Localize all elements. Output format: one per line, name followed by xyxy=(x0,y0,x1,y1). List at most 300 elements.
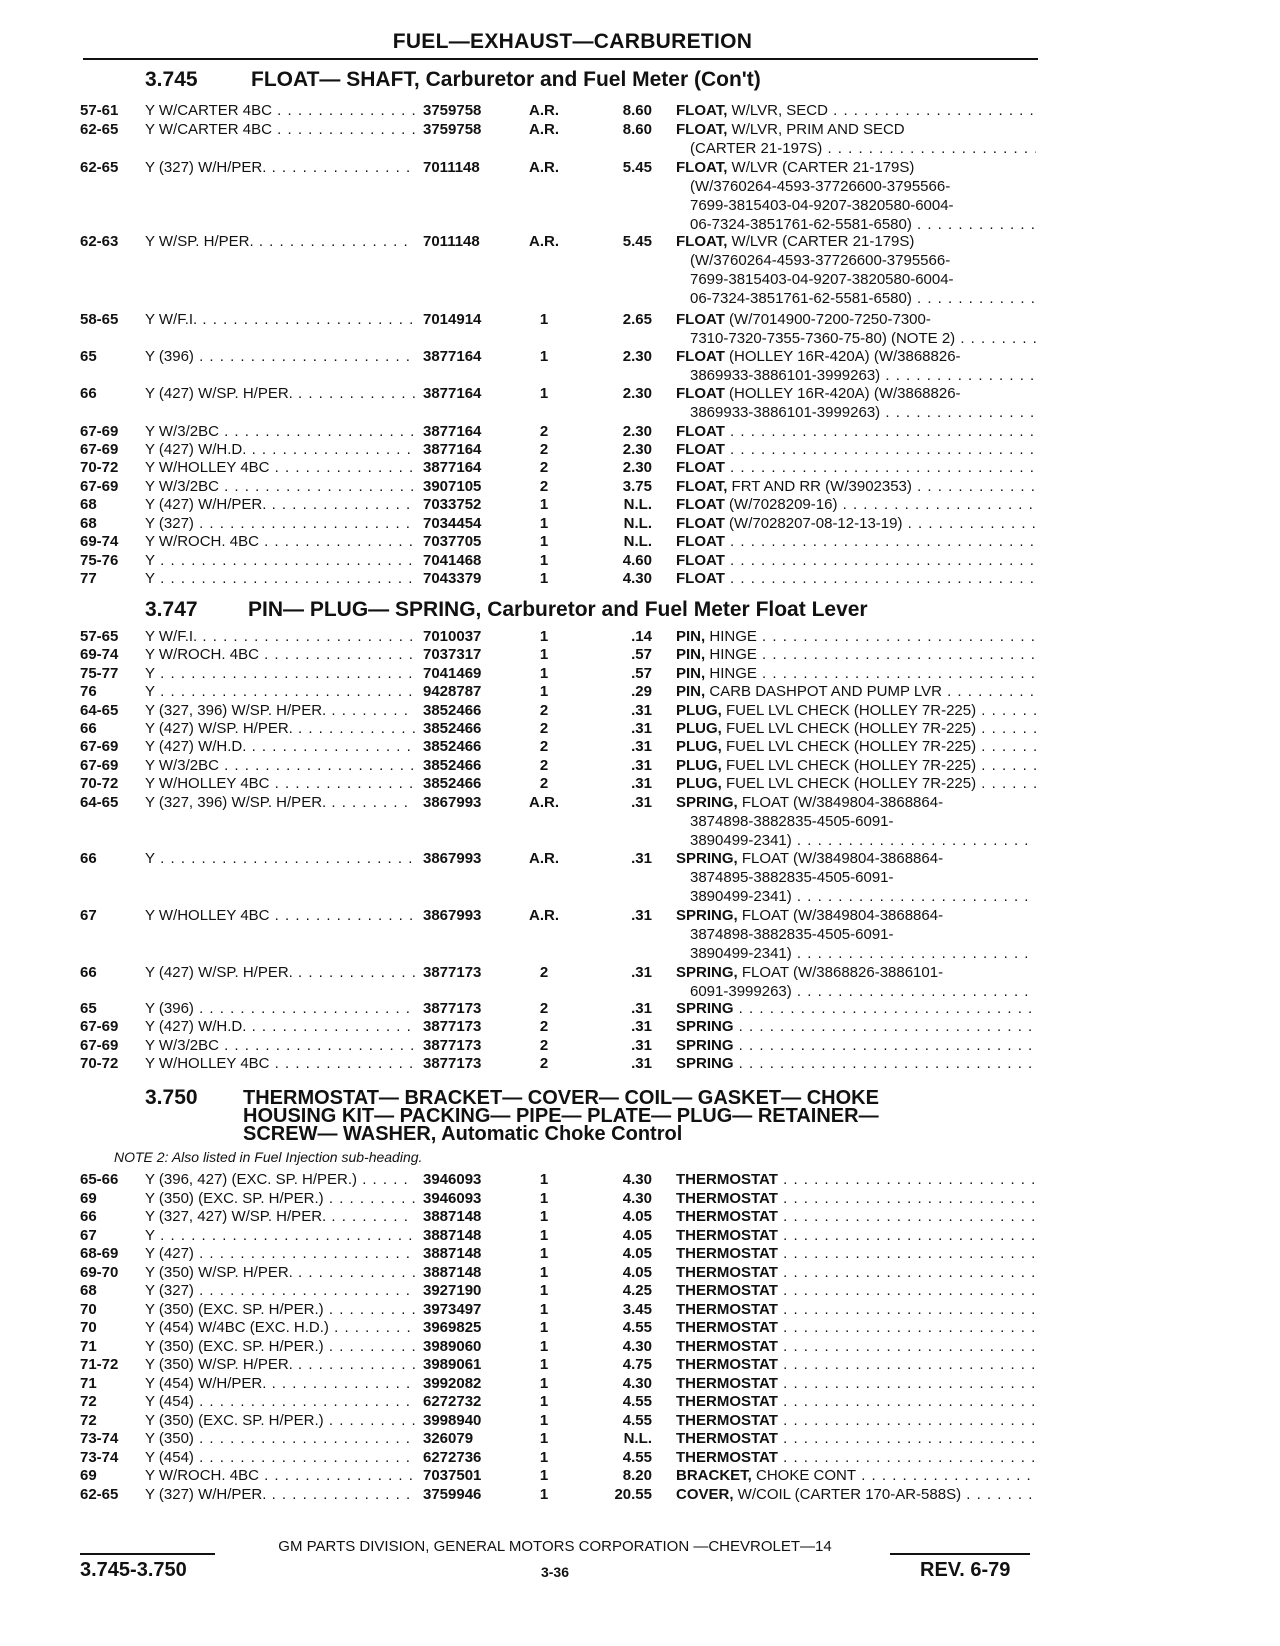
price: 4.30 xyxy=(622,570,652,587)
application: Y (350) (EXC. SP. H/PER.) . . . xyxy=(145,1300,415,1319)
part-number: 3989061 xyxy=(423,1356,482,1373)
part-number: 3852466 xyxy=(423,775,482,792)
application: Y W/HOLLEY 4BC . . . xyxy=(145,1054,415,1073)
quantity: 2 xyxy=(539,702,549,719)
model-years: 68-69 xyxy=(80,1245,119,1262)
model-years: 67 xyxy=(80,907,97,924)
quantity: 2 xyxy=(539,1055,549,1072)
description-line xyxy=(676,495,1036,514)
part-name: PLUG, xyxy=(676,757,722,774)
model-years: 69-74 xyxy=(80,646,119,663)
application: Y (327) W/H/PER. . . . xyxy=(145,1485,415,1504)
part-detail: (W/3760264-4593-37726600-3795566- xyxy=(690,252,951,269)
note-text: NOTE 2: Also listed in Fuel Injection sub-heading. xyxy=(114,1149,423,1165)
part-name: FLOAT xyxy=(676,385,725,402)
application: Y W/ROCH. 4BC . . . xyxy=(145,1466,415,1485)
price: .31 xyxy=(631,1055,652,1072)
part-number: 3759758 xyxy=(423,121,482,138)
part-number: 3759758 xyxy=(423,102,482,119)
model-years: 70-72 xyxy=(80,459,119,476)
part-detail: 3874898-3882835-4505-6091- xyxy=(690,926,894,943)
part-name: THERMOSTAT xyxy=(676,1190,778,1207)
model-years: 66 xyxy=(80,720,97,737)
model-years: 65 xyxy=(80,348,97,365)
part-number: 3887148 xyxy=(423,1208,482,1225)
quantity: 1 xyxy=(539,385,549,402)
model-years: 71-72 xyxy=(80,1356,119,1373)
part-name: PLUG, xyxy=(676,702,722,719)
model-years: 57-61 xyxy=(80,102,119,119)
application: Y W/3/2BC . . . xyxy=(145,422,415,441)
description-line xyxy=(690,925,1036,944)
application: Y . . . xyxy=(145,849,415,868)
part-name: FLOAT xyxy=(676,348,725,365)
application: Y (427) W/H.D. . . . xyxy=(145,440,415,459)
model-years: 66 xyxy=(80,850,97,867)
part-number: 3998940 xyxy=(423,1412,482,1429)
description-line xyxy=(690,196,1036,215)
section-title: PIN— PLUG— SPRING, Carburetor and Fuel Meter Float Lever xyxy=(248,598,868,621)
description-line xyxy=(676,1226,1036,1245)
footer-publisher: GM PARTS DIVISION, GENERAL MOTORS CORPORATION —CHEVROLET—14 xyxy=(278,1538,832,1555)
part-name: THERMOSTAT xyxy=(676,1393,778,1410)
model-years: 75-76 xyxy=(80,552,119,569)
part-name: THERMOSTAT xyxy=(676,1208,778,1225)
price: 3.75 xyxy=(622,478,652,495)
part-number: 3867993 xyxy=(423,794,482,811)
price: .31 xyxy=(631,1000,652,1017)
part-number: 3852466 xyxy=(423,738,482,755)
price: 2.30 xyxy=(622,459,652,476)
price: 4.05 xyxy=(622,1245,652,1262)
part-detail: FUEL LVL CHECK (HOLLEY 7R-225) xyxy=(721,702,977,719)
part-number: 7037317 xyxy=(423,646,482,663)
description-line xyxy=(676,627,1036,646)
part-number: 3887148 xyxy=(423,1245,482,1262)
part-name: THERMOSTAT xyxy=(676,1449,778,1466)
model-years: 67-69 xyxy=(80,478,119,495)
price: 5.45 xyxy=(622,233,652,250)
description-line xyxy=(676,849,1036,868)
quantity: 1 xyxy=(539,1393,549,1410)
part-detail: 7699-3815403-04-9207-3820580-6004- xyxy=(690,197,954,214)
application: Y W/ROCH. 4BC . . . xyxy=(145,645,415,664)
quantity: 1 xyxy=(539,1375,549,1392)
part-number: 3877164 xyxy=(423,348,482,365)
model-years: 67-69 xyxy=(80,441,119,458)
model-years: 69-74 xyxy=(80,533,119,550)
application: Y (427) W/SP. H/PER. . . . xyxy=(145,719,415,738)
part-detail: 3874895-3882835-4505-6091- xyxy=(690,869,894,886)
application: Y W/CARTER 4BC . . . xyxy=(145,101,415,120)
price: 2.30 xyxy=(622,385,652,402)
price: 2.30 xyxy=(622,441,652,458)
price: .57 xyxy=(631,665,652,682)
description-line xyxy=(676,120,1036,139)
part-name: FLOAT xyxy=(676,552,725,569)
model-years: 73-74 xyxy=(80,1449,119,1466)
price: .31 xyxy=(631,907,652,924)
part-number: 3877164 xyxy=(423,459,482,476)
part-name: SPRING xyxy=(676,1037,734,1054)
model-years: 67-69 xyxy=(80,1037,119,1054)
part-detail: HINGE xyxy=(705,665,757,682)
quantity: 1 xyxy=(539,1301,549,1318)
part-detail: 3869933-3886101-3999263) xyxy=(690,404,881,421)
quantity: 1 xyxy=(539,1264,549,1281)
description-line xyxy=(676,1485,1036,1504)
model-years: 77 xyxy=(80,570,97,587)
model-years: 72 xyxy=(80,1393,97,1410)
quantity: 1 xyxy=(539,1319,549,1336)
part-detail: 3890499-2341) xyxy=(690,888,792,905)
part-name: THERMOSTAT xyxy=(676,1430,778,1447)
description-line xyxy=(676,347,1036,366)
model-years: 69-70 xyxy=(80,1264,119,1281)
part-detail: 3874898-3882835-4505-6091- xyxy=(690,813,894,830)
part-name: THERMOSTAT xyxy=(676,1245,778,1262)
part-detail: 06-7324-3851761-62-5581-6580) xyxy=(690,290,912,307)
quantity: 1 xyxy=(539,1430,549,1447)
part-detail: FUEL LVL CHECK (HOLLEY 7R-225) xyxy=(721,757,977,774)
footer-section-range: 3.745-3.750 xyxy=(80,1559,187,1581)
part-number: 7041469 xyxy=(423,665,482,682)
quantity: 2 xyxy=(539,757,549,774)
part-name: SPRING, xyxy=(676,964,738,981)
price: .31 xyxy=(631,794,652,811)
description-line xyxy=(676,701,1036,720)
description-line xyxy=(676,737,1036,756)
description-line xyxy=(676,569,1036,588)
price: N.L. xyxy=(623,496,652,513)
part-detail: W/LVR (CARTER 21-179S) xyxy=(727,233,915,250)
description-line xyxy=(690,812,1036,831)
part-number: 3867993 xyxy=(423,907,482,924)
description-line xyxy=(676,1429,1036,1448)
model-years: 67-69 xyxy=(80,423,119,440)
application: Y (454) W/H/PER. . . . xyxy=(145,1374,415,1393)
model-years: 71 xyxy=(80,1338,97,1355)
application: Y (396, 427) (EXC. SP. H/PER.) . . . xyxy=(145,1170,415,1189)
part-detail: (W/3760264-4593-37726600-3795566- xyxy=(690,178,951,195)
quantity: 1 xyxy=(539,533,549,550)
model-years: 68 xyxy=(80,496,97,513)
model-years: 70 xyxy=(80,1301,97,1318)
application: Y (350) (EXC. SP. H/PER.) . . . xyxy=(145,1337,415,1356)
description-line xyxy=(676,232,1036,251)
section-number: 3.750 xyxy=(145,1086,198,1109)
model-years: 65-66 xyxy=(80,1171,119,1188)
description-line xyxy=(676,906,1036,925)
part-name: SPRING, xyxy=(676,907,738,924)
part-detail: HINGE xyxy=(705,646,757,663)
model-years: 62-65 xyxy=(80,1486,119,1503)
quantity: 1 xyxy=(539,1486,549,1503)
application: Y (396) . . . xyxy=(145,999,415,1018)
model-years: 69 xyxy=(80,1190,97,1207)
part-detail: 7699-3815403-04-9207-3820580-6004- xyxy=(690,271,954,288)
application: Y (327, 427) W/SP. H/PER. . . . xyxy=(145,1207,415,1226)
part-number: 3969825 xyxy=(423,1319,482,1336)
part-number: 3887148 xyxy=(423,1264,482,1281)
application: Y W/HOLLEY 4BC . . . xyxy=(145,906,415,925)
part-number: 3946093 xyxy=(423,1171,482,1188)
application: Y W/SP. H/PER. . . . xyxy=(145,232,415,251)
model-years: 62-65 xyxy=(80,121,119,138)
application: Y W/HOLLEY 4BC . . . xyxy=(145,458,415,477)
part-number: 3877164 xyxy=(423,423,482,440)
part-name: PIN, xyxy=(676,628,706,645)
description-line xyxy=(690,366,1036,385)
model-years: 65 xyxy=(80,1000,97,1017)
model-years: 68 xyxy=(80,1282,97,1299)
part-detail: FUEL LVL CHECK (HOLLEY 7R-225) xyxy=(721,775,977,792)
description-line xyxy=(676,774,1036,793)
part-number: 7033752 xyxy=(423,496,482,513)
application: Y (427) W/H/PER. . . . xyxy=(145,495,415,514)
part-number: 7041468 xyxy=(423,552,482,569)
part-name: FLOAT xyxy=(676,311,725,328)
quantity: 1 xyxy=(539,1171,549,1188)
model-years: 76 xyxy=(80,683,97,700)
part-name: SPRING xyxy=(676,1018,734,1035)
part-number: 3877173 xyxy=(423,1000,482,1017)
part-number: 3992082 xyxy=(423,1375,482,1392)
description-line xyxy=(690,289,1036,308)
part-name: THERMOSTAT xyxy=(676,1171,778,1188)
model-years: 75-77 xyxy=(80,665,119,682)
part-name: PIN, xyxy=(676,683,706,700)
price: .14 xyxy=(631,628,652,645)
application: Y (396) . . . xyxy=(145,347,415,366)
part-number: 7010037 xyxy=(423,628,482,645)
description-line xyxy=(690,177,1036,196)
quantity: 2 xyxy=(539,720,549,737)
section-number: 3.745 xyxy=(145,68,198,91)
price: 4.55 xyxy=(622,1449,652,1466)
quantity: 1 xyxy=(539,646,549,663)
part-detail: 3869933-3886101-3999263) xyxy=(690,367,881,384)
application: Y (350) (EXC. SP. H/PER.) . . . xyxy=(145,1411,415,1430)
quantity: 1 xyxy=(539,628,549,645)
description-line xyxy=(676,719,1036,738)
part-name: PIN, xyxy=(676,646,706,663)
part-detail: FRT AND RR (W/3902353) xyxy=(727,478,912,495)
quantity: 1 xyxy=(539,311,549,328)
part-name: FLOAT xyxy=(676,515,725,532)
application: Y (327) W/H/PER. . . . xyxy=(145,158,415,177)
quantity: A.R. xyxy=(529,794,559,811)
model-years: 62-65 xyxy=(80,159,119,176)
price: 4.30 xyxy=(622,1190,652,1207)
part-detail: FLOAT (W/3849804-3868864- xyxy=(737,794,944,811)
description-line xyxy=(676,422,1036,441)
quantity: 1 xyxy=(539,496,549,513)
section-number: 3.747 xyxy=(145,598,198,621)
part-number: 9428787 xyxy=(423,683,482,700)
price: .31 xyxy=(631,720,652,737)
part-name: THERMOSTAT xyxy=(676,1301,778,1318)
price: .29 xyxy=(631,683,652,700)
description-line xyxy=(676,1054,1036,1073)
quantity: 2 xyxy=(539,738,549,755)
part-detail: 3890499-2341) xyxy=(690,945,792,962)
description-line xyxy=(676,514,1036,533)
part-name: FLOAT, xyxy=(676,102,728,119)
description-line xyxy=(690,139,1036,158)
description-line xyxy=(690,868,1036,887)
quantity: A.R. xyxy=(529,121,559,138)
description-line xyxy=(676,682,1036,701)
part-detail: FLOAT (W/3868826-3886101- xyxy=(737,964,944,981)
model-years: 72 xyxy=(80,1412,97,1429)
part-number: 3759946 xyxy=(423,1486,482,1503)
part-number: 3877164 xyxy=(423,385,482,402)
price: 4.55 xyxy=(622,1393,652,1410)
part-name: THERMOSTAT xyxy=(676,1264,778,1281)
application: Y W/F.I. . . . xyxy=(145,310,415,329)
price: 4.55 xyxy=(622,1319,652,1336)
quantity: 1 xyxy=(539,1227,549,1244)
part-detail: FUEL LVL CHECK (HOLLEY 7R-225) xyxy=(721,720,977,737)
description-line xyxy=(676,1355,1036,1374)
description-line xyxy=(690,887,1036,906)
part-detail: FLOAT (W/3849804-3868864- xyxy=(737,850,944,867)
quantity: 1 xyxy=(539,665,549,682)
price: 4.30 xyxy=(622,1375,652,1392)
description-line xyxy=(676,1244,1036,1263)
part-number: 7011148 xyxy=(423,159,480,176)
part-number: 3852466 xyxy=(423,702,482,719)
application: Y (427) W/SP. H/PER. . . . xyxy=(145,963,415,982)
quantity: 1 xyxy=(539,348,549,365)
part-number: 3877173 xyxy=(423,1037,482,1054)
quantity: A.R. xyxy=(529,850,559,867)
model-years: 68 xyxy=(80,515,97,532)
part-detail: (CARTER 21-197S) xyxy=(690,140,823,157)
application: Y (350) W/SP. H/PER. . . . xyxy=(145,1263,415,1282)
model-years: 66 xyxy=(80,964,97,981)
price: 2.65 xyxy=(622,311,652,328)
application: Y W/3/2BC . . . xyxy=(145,756,415,775)
price: 4.30 xyxy=(622,1171,652,1188)
application: Y . . . xyxy=(145,682,415,701)
description-line xyxy=(676,384,1036,403)
price: 5.45 xyxy=(622,159,652,176)
application: Y . . . xyxy=(145,1226,415,1245)
quantity: A.R. xyxy=(529,907,559,924)
application: Y (427) W/SP. H/PER. . . . xyxy=(145,384,415,403)
description-line xyxy=(676,1448,1036,1467)
part-number: 3907105 xyxy=(423,478,482,495)
price: 4.55 xyxy=(622,1412,652,1429)
part-number: 3877173 xyxy=(423,1018,482,1035)
part-detail: HINGE xyxy=(705,628,757,645)
part-detail: W/COIL (CARTER 170-AR-588S) xyxy=(733,1486,962,1503)
application: Y W/F.I. . . . xyxy=(145,627,415,646)
model-years: 66 xyxy=(80,385,97,402)
part-name: PIN, xyxy=(676,665,706,682)
quantity: 1 xyxy=(539,1449,549,1466)
price: 8.60 xyxy=(622,102,652,119)
price: .31 xyxy=(631,1037,652,1054)
part-number: 3877173 xyxy=(423,964,482,981)
quantity: 2 xyxy=(539,1037,549,1054)
model-years: 66 xyxy=(80,1208,97,1225)
price: 3.45 xyxy=(622,1301,652,1318)
quantity: 1 xyxy=(539,570,549,587)
price: 4.75 xyxy=(622,1356,652,1373)
price: .57 xyxy=(631,646,652,663)
quantity: 2 xyxy=(539,775,549,792)
part-detail: FLOAT (W/3849804-3868864- xyxy=(737,907,944,924)
description-line xyxy=(676,158,1036,177)
quantity: 1 xyxy=(539,515,549,532)
description-line xyxy=(676,1466,1036,1485)
application: Y . . . xyxy=(145,664,415,683)
description-line xyxy=(676,1207,1036,1226)
quantity: 2 xyxy=(539,478,549,495)
part-name: PLUG, xyxy=(676,720,722,737)
part-name: THERMOSTAT xyxy=(676,1227,778,1244)
model-years: 70-72 xyxy=(80,775,119,792)
price: 4.05 xyxy=(622,1227,652,1244)
description-line xyxy=(676,458,1036,477)
application: Y (350) . . . xyxy=(145,1429,415,1448)
part-name: FLOAT xyxy=(676,423,725,440)
description-line xyxy=(676,664,1036,683)
part-name: SPRING, xyxy=(676,850,738,867)
price: N.L. xyxy=(623,533,652,550)
price: .31 xyxy=(631,850,652,867)
section-title-line: THERMOSTAT— BRACKET— COVER— COIL— GASKET— CHOKE xyxy=(243,1087,879,1109)
part-name: THERMOSTAT xyxy=(676,1412,778,1429)
quantity: 1 xyxy=(539,1412,549,1429)
description-line xyxy=(676,1411,1036,1430)
quantity: A.R. xyxy=(529,102,559,119)
part-name: THERMOSTAT xyxy=(676,1356,778,1373)
part-name: PLUG, xyxy=(676,738,722,755)
part-name: FLOAT, xyxy=(676,478,728,495)
description-line xyxy=(676,1017,1036,1036)
part-number: 3877164 xyxy=(423,441,482,458)
section-title: FLOAT— SHAFT, Carburetor and Fuel Meter (Con't) xyxy=(251,68,761,91)
header-rule xyxy=(83,58,1038,60)
page-header-title: FUEL—EXHAUST—CARBURETION xyxy=(392,30,753,53)
part-detail: (W/7028207-08-12-13-19) xyxy=(724,515,903,532)
quantity: A.R. xyxy=(529,233,559,250)
quantity: 2 xyxy=(539,964,549,981)
part-detail: W/LVR (CARTER 21-179S) xyxy=(727,159,915,176)
application: Y W/3/2BC . . . xyxy=(145,477,415,496)
part-name: THERMOSTAT xyxy=(676,1319,778,1336)
description-line xyxy=(676,1263,1036,1282)
footer-page-number: 3-36 xyxy=(540,1564,570,1580)
description-line xyxy=(676,1337,1036,1356)
description-line xyxy=(676,756,1036,775)
description-line xyxy=(676,440,1036,459)
description-line xyxy=(676,101,1036,120)
description-line xyxy=(676,1300,1036,1319)
part-number: 3877173 xyxy=(423,1055,482,1072)
part-number: 3973497 xyxy=(423,1301,482,1318)
part-name: THERMOSTAT xyxy=(676,1282,778,1299)
part-number: 7011148 xyxy=(423,233,480,250)
part-name: SPRING xyxy=(676,1055,734,1072)
price: .31 xyxy=(631,757,652,774)
part-name: SPRING, xyxy=(676,794,738,811)
price: .31 xyxy=(631,1018,652,1035)
